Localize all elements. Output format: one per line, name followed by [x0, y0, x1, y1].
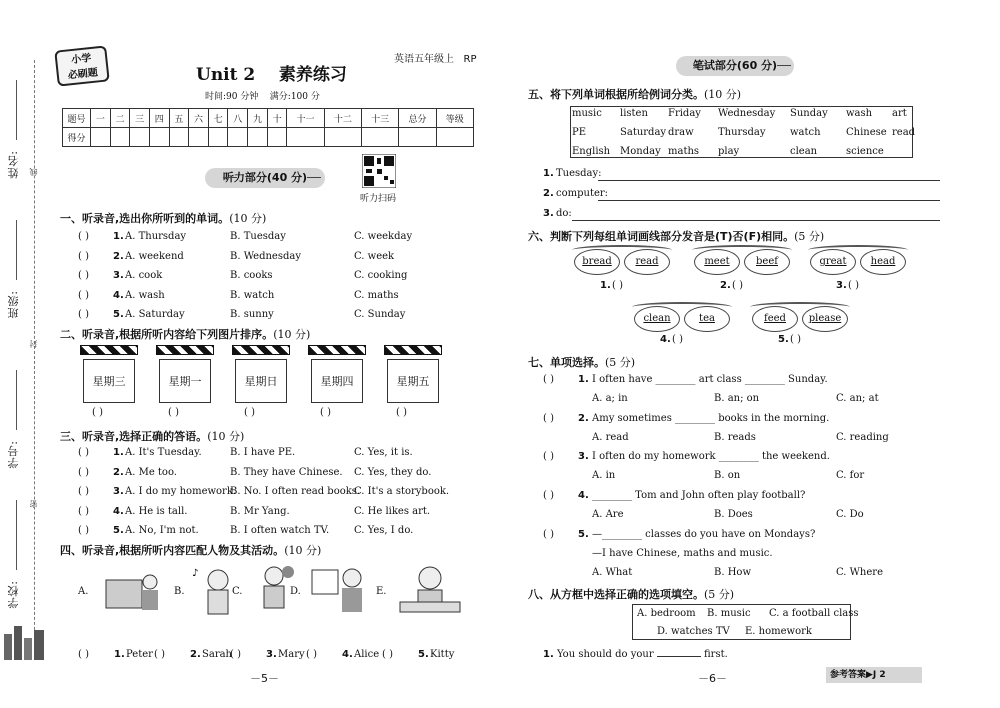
word-oval: beef [744, 249, 790, 275]
answer-bracket[interactable]: ( ) [78, 289, 89, 301]
time-score: 时间:90 分钟 满分:100 分 [205, 92, 320, 102]
option-c: C. Yes, they do. [354, 466, 432, 478]
q8-option: A. bedroom [637, 608, 696, 619]
school-label: 学校: [7, 580, 20, 609]
option-b: B. Wednesday [230, 250, 301, 262]
option-b: B. Mr Yang. [230, 505, 290, 517]
question-stem: —________ classes do you have on Mondays? [592, 529, 816, 540]
option-a: A. I do my homework. [125, 486, 237, 497]
sort-word: wash [846, 108, 873, 119]
order-bracket[interactable]: ( ) [396, 407, 407, 418]
option-b: B. an; on [714, 393, 760, 404]
q8-title: 八、从方框中选择正确的选项填空。(5 分) [528, 588, 735, 601]
day-sign: 星期一 [159, 359, 211, 403]
score-header-cell: 总分 [399, 109, 436, 128]
q2-title: 二、听录音,根据所听内容给下列图片排序。(10 分) [60, 328, 311, 341]
question-stem: —I have Chinese, maths and music. [592, 548, 773, 559]
item-number: 1. [113, 231, 124, 242]
word-oval: bread [574, 249, 620, 275]
picture-letter: A. [78, 586, 89, 597]
option-c: C. Where [836, 567, 883, 578]
option-c: C. Yes, it is. [354, 447, 413, 458]
written-section-header: 笔试部分(60 分) [676, 56, 794, 76]
option-c: C. It's a storybook. [354, 486, 450, 497]
item-number: 5. [113, 525, 124, 536]
answer-bracket[interactable]: ( ) [790, 334, 801, 345]
score-header-cell: 十一 [287, 109, 324, 128]
striped-banner [156, 345, 214, 355]
example-word: computer: [556, 188, 609, 199]
painting-girl-icon [304, 562, 380, 618]
score-header-cell: 二 [110, 109, 130, 128]
answer-bracket[interactable]: ( ) [78, 525, 89, 536]
item-number: 2. [578, 413, 589, 424]
listening-section-header: 听力部分(40 分) [205, 168, 325, 188]
score-input-cell[interactable] [362, 128, 399, 147]
picture-letter: E. [376, 586, 387, 597]
sort-word: music [572, 108, 602, 119]
item-number: 1. [578, 374, 589, 385]
watching-tv-icon [92, 562, 168, 618]
score-table [62, 108, 474, 147]
option-b: B. I often watch TV. [230, 525, 330, 536]
sort-word: science [846, 146, 884, 157]
answer-bracket[interactable]: ( ) [78, 486, 89, 497]
item-number: 1. [113, 447, 124, 458]
picture-letter: C. [232, 586, 243, 597]
score-input-cell[interactable] [399, 128, 436, 147]
seal-char: 密 [29, 500, 38, 508]
day-sign: 星期四 [311, 359, 363, 403]
word-oval: clean [634, 306, 680, 332]
example-word: do: [556, 208, 572, 219]
score-input-cell[interactable] [287, 128, 324, 147]
question-stem: I often have ________ art class ________ Sunday. [592, 374, 828, 385]
option-a: A. It's Tuesday. [125, 447, 202, 458]
option-c: C. week [354, 250, 395, 262]
sort-word: Chinese [846, 127, 887, 138]
item-number: 3. [543, 208, 554, 219]
sort-word: read [892, 127, 916, 138]
word-oval: tea [684, 306, 730, 332]
q4-title: 四、听录音,根据所听内容匹配人物及其活动。(10 分) [60, 544, 322, 557]
match-bracket[interactable]: ( ) [78, 649, 89, 660]
answer-bracket[interactable]: ( ) [543, 374, 554, 385]
score-header-cell: 三 [130, 109, 150, 128]
option-b: B. They have Chinese. [230, 466, 343, 478]
score-header-cell: 六 [189, 109, 209, 128]
score-header-cell: 十 [267, 109, 287, 128]
order-bracket[interactable]: ( ) [168, 407, 179, 418]
item-number: 1. [600, 280, 611, 291]
person-name: Alice [354, 649, 380, 660]
option-c: C. Yes, I do. [354, 525, 414, 536]
answer-bracket[interactable]: ( ) [543, 451, 554, 462]
sort-word: maths [668, 146, 700, 157]
option-a: A. Are [592, 509, 624, 520]
option-a: A. a; in [592, 393, 628, 404]
option-b: B. I have PE. [230, 447, 296, 458]
item-number: 5. [578, 529, 589, 540]
option-c: C. maths [354, 289, 399, 301]
item-number: 4. [113, 505, 124, 517]
striped-banner [232, 345, 290, 355]
score-input-cell[interactable] [149, 128, 169, 147]
option-c: C. He likes art. [354, 505, 431, 517]
item-number: 2. [543, 188, 554, 199]
question-stem: I often do my homework ________ the weekend. [592, 451, 830, 462]
score-header-cell: 九 [248, 109, 268, 128]
qr-label: 听力扫码 [360, 194, 397, 204]
score-input-cell[interactable] [267, 128, 287, 147]
sort-word: play [718, 146, 740, 157]
score-input-cell[interactable] [110, 128, 130, 147]
score-input-cell[interactable] [436, 128, 473, 147]
match-bracket[interactable]: ( ) [154, 649, 165, 660]
picture-letter: D. [290, 586, 301, 597]
q8-item-1: 1. You should do your first. [543, 649, 728, 660]
answer-bracket[interactable]: ( ) [543, 413, 554, 424]
picture-letter: B. [174, 586, 185, 597]
example-word: Tuesday: [556, 168, 602, 179]
word-oval: please [802, 306, 848, 332]
order-bracket[interactable]: ( ) [92, 407, 103, 418]
striped-banner [80, 345, 138, 355]
sort-word: draw [668, 127, 694, 138]
option-a: A. No, I'm not. [125, 525, 199, 536]
sort-word: art [892, 108, 907, 119]
answer-bracket[interactable]: ( ) [78, 250, 89, 262]
score-input-cell[interactable] [130, 128, 150, 147]
answer-line[interactable] [598, 200, 940, 201]
q6-title: 六、判断下列每组单词画线部分发音是(T)否(F)相同。(5 分) [528, 230, 825, 243]
order-bracket[interactable]: ( ) [320, 407, 331, 418]
number-line [16, 370, 17, 430]
q5-title: 五、将下列单词根据所给例词分类。(10 分) [528, 88, 742, 101]
answer-line[interactable] [598, 180, 940, 181]
sort-word: Wednesday [718, 108, 776, 119]
item-number: 2. [190, 649, 201, 660]
q3-title: 三、听录音,选择正确的答语。(10 分) [60, 430, 245, 443]
option-c: C. reading [836, 432, 889, 443]
score-input-cell[interactable] [189, 128, 209, 147]
score-input-cell[interactable] [208, 128, 228, 147]
option-a: A. weekend [125, 250, 184, 262]
page-number-right: －6－ [698, 672, 727, 685]
question-stem: Amy sometimes ________ books in the morning. [592, 413, 830, 424]
score-value-row [63, 128, 474, 147]
answer-bracket[interactable]: ( ) [78, 505, 89, 517]
option-a: A. cook [125, 270, 163, 281]
item-number: 1. [543, 168, 554, 179]
seal-char: 线 [29, 168, 38, 176]
seal-char: 封 [29, 340, 38, 348]
answer-bracket[interactable]: ( ) [78, 466, 89, 478]
person-name: Kitty [430, 649, 455, 660]
score-header-cell: 四 [149, 109, 169, 128]
svg-text:♪: ♪ [192, 568, 199, 579]
item-number: 5. [418, 649, 429, 660]
answer-bracket[interactable]: ( ) [612, 280, 623, 291]
option-a: A. Me too. [125, 466, 177, 478]
item-number: 4. [578, 490, 589, 501]
option-b: B. sunny [230, 309, 274, 320]
person-name: Mary [278, 649, 305, 660]
striped-banner [308, 345, 366, 355]
day-sign-card [232, 345, 290, 405]
item-number: 2. [720, 280, 731, 291]
school-line [16, 500, 17, 570]
answer-bracket[interactable]: ( ) [78, 309, 89, 320]
sort-word: clean [790, 146, 818, 157]
name-line [16, 80, 17, 140]
person-name: Peter [126, 649, 153, 660]
homework-girl-icon [390, 562, 466, 618]
sort-word: Sunday [790, 108, 828, 119]
sort-word: watch [790, 127, 821, 138]
score-input-cell[interactable] [228, 128, 248, 147]
answer-line[interactable] [572, 220, 940, 221]
q7-title: 七、单项选择。(5 分) [528, 356, 636, 369]
item-number: 5. [778, 334, 789, 345]
sort-word: Friday [668, 108, 701, 119]
score-input-cell[interactable] [169, 128, 189, 147]
qr-code-icon[interactable] [362, 154, 396, 188]
item-number: 4. [660, 334, 671, 345]
item-number: 3. [113, 486, 124, 497]
item-number: 3. [113, 270, 124, 281]
sort-word: Thursday [718, 127, 766, 138]
score-input-cell[interactable] [91, 128, 111, 147]
match-bracket[interactable]: ( ) [230, 649, 241, 660]
grade-label: 英语五年级上 RP [394, 54, 477, 65]
score-label-cell: 得分 [63, 128, 91, 147]
word-oval: meet [694, 249, 740, 275]
option-a: A. wash [125, 289, 165, 301]
number-label: 学号: [7, 440, 20, 469]
score-header-cell: 八 [228, 109, 248, 128]
item-number: 3. [578, 451, 589, 462]
answer-bracket[interactable]: ( ) [78, 270, 89, 281]
word-oval: great [810, 249, 856, 275]
item-number: 1. [114, 649, 125, 660]
sort-word: PE [572, 127, 587, 138]
option-a: A. Thursday [125, 231, 187, 242]
answer-bracket[interactable]: ( ) [543, 529, 554, 540]
option-b: B. watch [230, 289, 275, 301]
question-stem: ________ Tom and John often play football? [592, 490, 806, 501]
option-b: B. reads [714, 432, 756, 443]
option-b: B. cooks [230, 270, 273, 281]
q8-option: C. a football class [769, 608, 859, 619]
option-a: A. Saturday [125, 309, 185, 320]
day-sign-card [80, 345, 138, 405]
score-header-cell: 等级 [436, 109, 473, 128]
answer-bracket[interactable]: ( ) [543, 490, 554, 501]
item-number: 2. [113, 250, 124, 262]
score-header-cell: 七 [208, 109, 228, 128]
score-header-row [63, 109, 474, 128]
answer-key-tag[interactable]: 参考答案▶J 2 [826, 667, 922, 683]
day-sign: 星期日 [235, 359, 287, 403]
score-input-cell[interactable] [248, 128, 268, 147]
match-bracket[interactable]: ( ) [306, 649, 317, 660]
option-c: C. Sunday [354, 309, 406, 320]
day-sign: 星期五 [387, 359, 439, 403]
item-number: 5. [113, 309, 124, 320]
item-number: 2. [113, 466, 124, 478]
score-header-cell: 一 [91, 109, 111, 128]
q8-option-box [632, 604, 859, 640]
sort-word: English [572, 146, 611, 157]
option-b: B. Does [714, 509, 753, 520]
option-c: C. Do [836, 509, 864, 520]
item-number: 3. [836, 280, 847, 291]
name-label: 姓名: [7, 150, 20, 179]
city-silhouette-icon [2, 620, 48, 660]
page-number-left: －5－ [250, 672, 279, 685]
word-oval: read [624, 249, 670, 275]
match-bracket[interactable]: ( ) [382, 649, 393, 660]
sort-word: Saturday [620, 127, 667, 138]
item-number: 3. [266, 649, 277, 660]
option-a: A. What [592, 567, 633, 578]
option-a: A. He is tall. [125, 505, 188, 517]
word-oval: head [860, 249, 906, 275]
day-sign-card [156, 345, 214, 405]
option-a: A. read [592, 432, 629, 443]
item-number: 4. [342, 649, 353, 660]
option-b: B. on [714, 470, 741, 481]
sort-word: listen [620, 108, 648, 119]
sort-word: Monday [620, 146, 661, 157]
brand-logo: 小学 必刷题 [54, 45, 109, 86]
day-sign: 星期三 [83, 359, 135, 403]
page-title: Unit 2 素养练习 [196, 65, 347, 85]
day-sign-card [308, 345, 366, 405]
answer-bracket[interactable]: ( ) [848, 280, 859, 291]
option-c: C. weekday [354, 231, 413, 242]
binding-strip [0, 0, 50, 708]
answer-bracket[interactable]: ( ) [732, 280, 743, 291]
score-input-cell[interactable] [324, 128, 361, 147]
item-number: 4. [113, 289, 124, 301]
person-name: Sarah [202, 649, 232, 660]
class-line [16, 220, 17, 280]
option-b: B. Tuesday [230, 231, 286, 242]
answer-bracket[interactable]: ( ) [78, 231, 89, 242]
answer-bracket[interactable]: ( ) [78, 447, 89, 458]
q8-option: D. watches TV [657, 626, 730, 637]
striped-banner [384, 345, 442, 355]
q8-option: B. music [707, 608, 751, 619]
word-oval: feed [752, 306, 798, 332]
day-sign-card [384, 345, 442, 405]
class-label: 班级: [7, 290, 20, 319]
score-header-cell: 十二 [324, 109, 361, 128]
option-c: C. cooking [354, 270, 408, 281]
q1-title: 一、听录音,选出你所听到的单词。(10 分) [60, 212, 267, 225]
order-bracket[interactable]: ( ) [244, 407, 255, 418]
option-c: C. for [836, 470, 865, 481]
option-b: B. No. I often read books. [230, 486, 361, 497]
score-header-cell: 题号 [63, 109, 91, 128]
score-header-cell: 十三 [362, 109, 399, 128]
option-c: C. an; at [836, 393, 879, 404]
q8-option: E. homework [745, 626, 812, 637]
score-header-cell: 五 [169, 109, 189, 128]
answer-bracket[interactable]: ( ) [672, 334, 683, 345]
option-b: B. How [714, 567, 752, 578]
option-a: A. in [592, 470, 616, 481]
